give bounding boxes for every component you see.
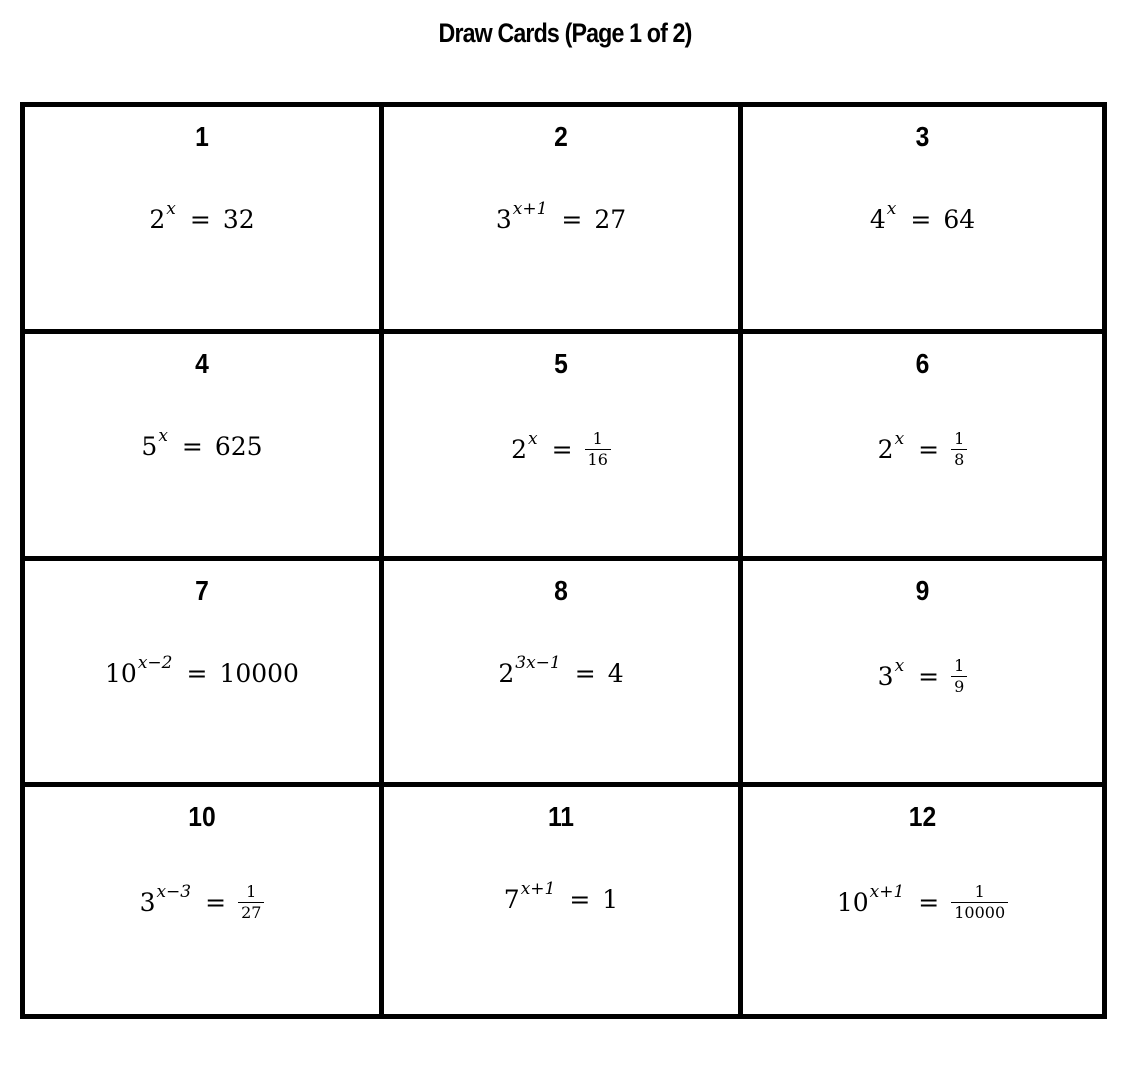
card (25, 561, 384, 788)
equals-sign: = (574, 658, 596, 688)
equation-fraction (585, 430, 611, 469)
card (384, 334, 743, 561)
cards-grid (20, 102, 1107, 1019)
equation-base: 10 (105, 658, 137, 688)
equation-rhs: 64 (943, 205, 976, 234)
equals-sign: = (569, 885, 591, 915)
equals-sign: = (918, 434, 940, 464)
equation-base: 3 (495, 205, 512, 234)
equation-exponent: x (886, 199, 897, 219)
card-number: 5 (554, 347, 568, 379)
card-equation (384, 652, 738, 688)
equation-rhs: 4 (607, 658, 624, 688)
card-equation (25, 652, 379, 688)
card-equation (743, 199, 1102, 234)
card-number: 1 (195, 121, 209, 152)
fraction-numerator: 1 (951, 883, 1008, 903)
card-equation (25, 425, 379, 461)
card (743, 787, 1102, 1014)
card (384, 561, 743, 788)
fraction-numerator: 1 (951, 657, 967, 677)
card-number: 3 (915, 121, 930, 152)
card-equation (743, 428, 1102, 471)
equation-rhs: 10000 (219, 658, 299, 688)
equation-exponent: x (166, 199, 176, 219)
card-equation (743, 882, 1102, 924)
equation-exponent: x−2 (137, 652, 173, 673)
equation-exponent: x+1 (520, 879, 556, 900)
card-number: 11 (547, 801, 575, 833)
card-equation (25, 199, 379, 234)
equals-sign: = (186, 658, 208, 688)
card-number: 9 (915, 574, 930, 606)
fraction-numerator: 1 (238, 883, 264, 903)
equation-fraction (951, 657, 967, 696)
card (384, 787, 743, 1014)
equation-rhs: 1 (602, 885, 619, 915)
card (743, 107, 1102, 334)
equation-base: 2 (877, 434, 894, 464)
fraction-denominator: 9 (954, 676, 965, 696)
card (384, 107, 743, 334)
equation-base: 3 (139, 888, 156, 918)
equals-sign: = (561, 205, 583, 234)
card (743, 561, 1102, 788)
page-title: Draw Cards (Page 1 of 2) (438, 18, 692, 48)
equals-sign: = (918, 888, 940, 918)
card-number: 6 (915, 347, 930, 379)
card (25, 107, 384, 334)
card-number: 4 (195, 347, 209, 379)
equation-base: 10 (836, 888, 869, 918)
equals-sign: = (918, 661, 940, 691)
equation-exponent: x (894, 655, 905, 676)
card (743, 334, 1102, 561)
equation-exponent: x+1 (512, 199, 548, 219)
card (25, 787, 384, 1014)
equation-base: 2 (498, 658, 515, 688)
card-equation (25, 882, 379, 924)
equals-sign: = (189, 205, 211, 234)
equation-base: 4 (869, 205, 886, 234)
equation-exponent: x (528, 428, 538, 449)
equation-rhs: 625 (214, 431, 263, 461)
equation-exponent: x (158, 425, 168, 446)
equation-exponent: x+1 (869, 882, 905, 903)
fraction-denominator: 27 (241, 903, 262, 923)
equation-rhs: 27 (594, 205, 627, 234)
card-equation (384, 199, 738, 234)
equation-base: 5 (141, 431, 158, 461)
equation-fraction (951, 430, 967, 469)
card (25, 334, 384, 561)
card-equation (384, 879, 738, 915)
equation-fraction (238, 883, 264, 922)
card-number: 8 (554, 574, 568, 606)
fraction-numerator: 1 (585, 430, 611, 450)
card-number: 12 (908, 801, 937, 833)
equation-rhs: 32 (222, 205, 255, 234)
fraction-denominator: 8 (954, 449, 965, 469)
equation-base: 7 (503, 885, 520, 915)
fraction-denominator: 10000 (954, 903, 1006, 923)
equation-base: 2 (511, 434, 527, 464)
card-equation (743, 655, 1102, 698)
equals-sign: = (910, 205, 932, 234)
card-equation (384, 428, 738, 471)
equals-sign: = (181, 431, 203, 461)
fraction-numerator: 1 (951, 430, 967, 450)
card-number: 2 (554, 121, 568, 152)
equals-sign: = (551, 434, 573, 464)
fraction-denominator: 16 (587, 449, 608, 469)
equation-base: 2 (149, 205, 166, 234)
card-number: 10 (188, 801, 216, 833)
equals-sign: = (205, 888, 227, 918)
equation-fraction (951, 883, 1008, 922)
card-number: 7 (195, 574, 209, 606)
equation-exponent: x (894, 428, 905, 449)
equation-exponent: x−3 (156, 882, 192, 903)
equation-base: 3 (877, 661, 894, 691)
equation-exponent: 3x−1 (515, 652, 561, 673)
